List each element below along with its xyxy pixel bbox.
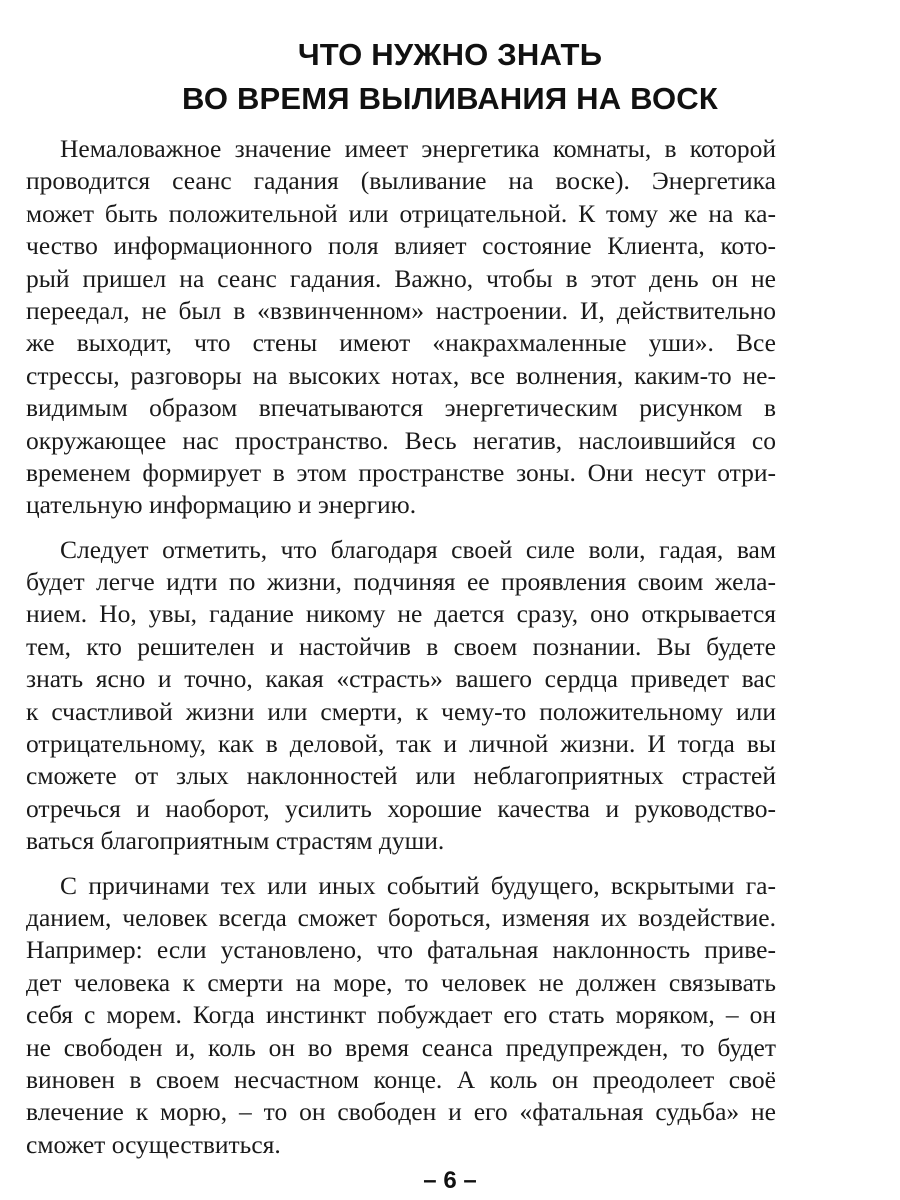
text-line: окружающее нас пространство. Весь негатив, наслоившийся со <box>26 425 776 455</box>
text-line: видимым образом впечатываются энергетическим рисунком в <box>26 393 776 423</box>
text-line: проводится сеанс гадания (выливание на воске). Энергетика <box>26 166 776 196</box>
text-line: чество информационного поля влияет состояние Клиента, кото- <box>26 231 776 261</box>
text-line: виновен в своем несчастном конце. А коль он преодолеет своё <box>26 1064 776 1094</box>
text-line: дет человека к смерти на море, то человек не должен связывать <box>26 967 776 997</box>
text-line: тем, кто решителен и настойчив в своем познании. Вы будете <box>26 631 776 661</box>
text-line: сможете от злых наклонностей или неблагоприятных страстей <box>26 761 776 791</box>
text-line: отрицательному, как в деловой, так и личной жизни. И тогда вы <box>26 729 776 759</box>
text-line: С причинами тех или иных событий будущего, вскрытыми га- <box>60 870 776 900</box>
text-line: отречься и наоборот, усилить хорошие качества и руководство- <box>26 793 776 823</box>
page-number: – 6 – <box>423 1167 477 1194</box>
text-line: рый пришел на сеанс гадания. Важно, чтобы в этот день он не <box>26 263 776 293</box>
text-line: нием. Но, увы, гадание никому не дается сразу, оно открывается <box>26 599 776 629</box>
chapter-title <box>0 33 900 121</box>
text-line: цательную информацию и энергию. <box>26 490 417 520</box>
text-line: может быть положительной или отрицательной. К тому же на ка- <box>26 198 776 228</box>
text-line: к счастливой жизни или смерти, к чему-то положительному или <box>26 696 776 726</box>
paragraph-3 <box>26 870 776 1162</box>
text-line: данием, человек всегда сможет бороться, изменяя их воздействие. <box>26 902 776 932</box>
chapter-title-line-1: ЧТО НУЖНО ЗНАТЬ <box>297 36 603 72</box>
text-line: влечение к морю, – то он свободен и его «фатальная судьба» не <box>26 1097 776 1127</box>
text-line: Следует отметить, что благодаря своей силе воли, гадая, вам <box>60 534 776 564</box>
body-text <box>26 133 776 1173</box>
text-line: временем формирует в этом пространстве зоны. Они несут отри- <box>26 457 776 487</box>
text-line: ваться благоприятным страстям души. <box>26 826 445 856</box>
chapter-title-line-2: ВО ВРЕМЯ ВЫЛИВАНИЯ НА ВОСК <box>182 80 718 116</box>
text-line: Немаловажное значение имеет энергетика комнаты, в которой <box>60 134 776 163</box>
text-line: себя с морем. Когда инстинкт побуждает его стать моряком, – он <box>26 1000 776 1030</box>
text-line: стрессы, разговоры на высоких нотах, все волнения, каким-то не- <box>26 360 776 390</box>
paragraph-1 <box>26 133 776 522</box>
text-line: будет легче идти по жизни, подчиняя ее проявления своим жела- <box>26 567 776 597</box>
text-line: сможет осуществиться. <box>26 1129 281 1159</box>
text-line: знать ясно и точно, какая «страсть» вашего сердца приведет вас <box>26 664 776 694</box>
text-line: же выходит, что стены имеют «накрахмаленные уши». Все <box>26 328 776 358</box>
text-line: Например: если установлено, что фатальная наклонность приве- <box>26 935 776 965</box>
text-line: не свободен и, коль он во время сеанса предупрежден, то будет <box>26 1032 776 1062</box>
text-line: переедал, не был в «взвинченном» настроении. И, действительно <box>26 295 776 325</box>
paragraph-2 <box>26 534 776 858</box>
